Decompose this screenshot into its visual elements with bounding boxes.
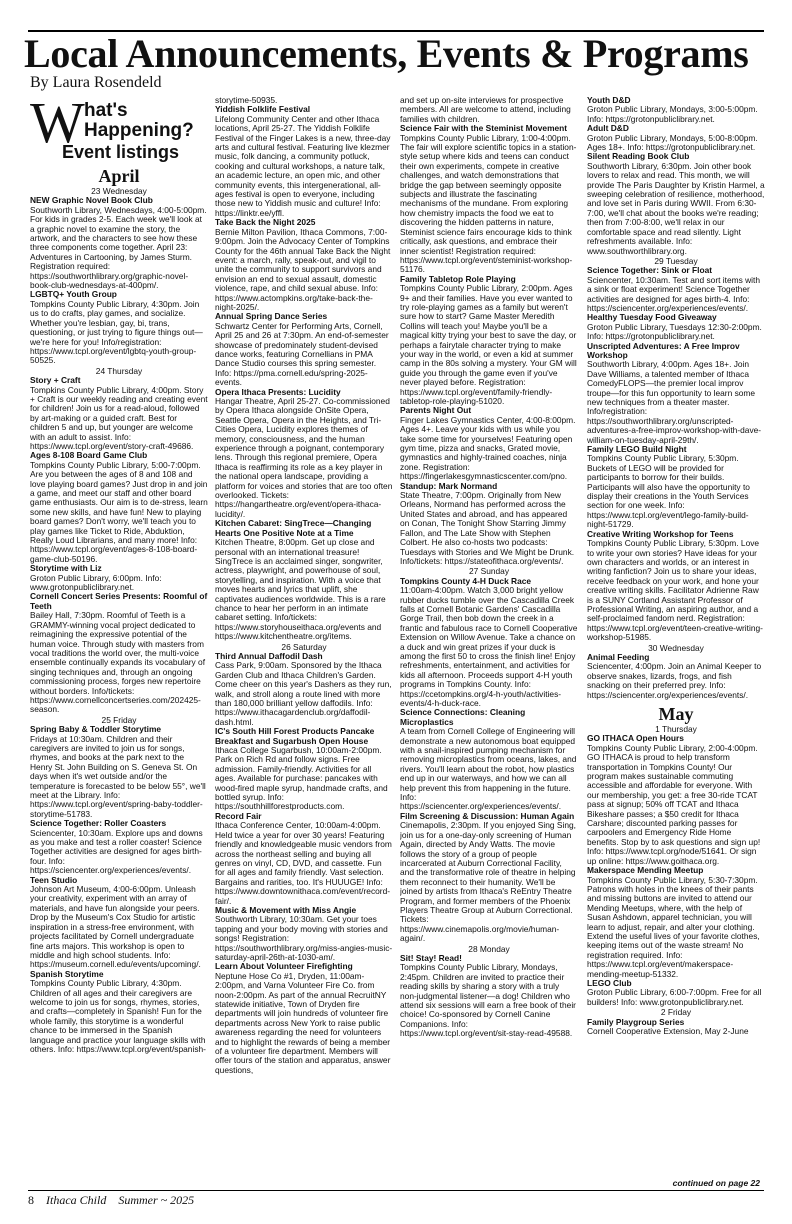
event-listing (215, 906, 393, 962)
event-listing (30, 564, 208, 592)
event-title: Standup: Mark Normand (400, 480, 498, 491)
event-title: Story + Craft (30, 375, 81, 386)
event-listing (587, 445, 765, 530)
event-description: Finger Lakes Gymnastics Center, 4:00-8:00pm. Ages 4+. Leave your kids with us while you take some time for yourselves! Featuring open gym time, pizza and snacks, Grated movie, gymnastics and highly-trained coaches, ninja zone. Registration: https://fingerlakesgymnasticscenter.com/pno. (400, 414, 576, 482)
event-description: Groton Public Library, 6:00pm. Info: www.grotonpubliclibrary.net. (30, 572, 162, 593)
event-title: Learn About Volunteer Firefighting (215, 961, 353, 972)
event-title: Tompkins County 4-H Duck Race (400, 575, 532, 586)
masthead-subtitle: Event listings (62, 142, 180, 162)
event-description: Southworth Library, 6:30pm. Join other book lovers to relax and read. This month, we will provide The Paris Daughter by Kristin Harmel, a sweeping celebration of resilience, motherhood, and love set in Paris during WWII. From 6:30-7:00, we'll chat about the books we're reading; then from 7:00-8:00, we'll relax in our comfortable space and read silently. Light refreshments available. Info: www.southworthlibrary.org. (587, 160, 765, 256)
event-description: Bailey Hall, 7:30pm. Roomful of Teeth is a GRAMMY-winning vocal project dedicated to reimagining the expressive potential of the human voice. Through study with masters from vocal traditions the world over, the multi-voice ensemble continually expands its vocabulary of singing techniques and, through an ongoing commissioning process, forges new repertoire without borders. Info/tickets: https://www.cornellconcertseries.com/202425-season. (30, 610, 206, 715)
day-heading: 28 Monday (468, 943, 510, 954)
issue-date: Summer ~ 2025 (118, 1193, 195, 1207)
page-number: 8 (28, 1193, 34, 1207)
event-description: and set up on-site interviews for prospective members. All are welcome to attend, including families with children. (400, 96, 571, 124)
event-listing (587, 152, 765, 255)
event-description: Sciencenter, 10:30am. Explore ups and downs as you make and test a roller coaster! Science Together activities are designed for ages birth-four. Info: https://sciencenter.org/experiences/events/. (30, 827, 203, 876)
event-listing (400, 482, 578, 567)
event-description: Cinemapolis, 2:30pm. If you enjoyed Sing Sing, join us for a one-day-only screening of Human Again, directed by Andy Watts. The movie follows the story of a group of people incarcerated at Auburn Correctional Facility, and the transformative role of theatre in helping them reconnect to their humanity. We'll be joined by artists from Ithaca's ReEntry Theatre Program, and former members of the Phoenix Players Theatre Group at Auburn Correctional. Tickets: https://www.cinemapolis.org/movie/human-again/. (400, 820, 576, 944)
event-description: Schwartz Center for Performing Arts, Cornell, April 25 and 26 at 7:30pm. An end-of-semester showcase of predominately student-devised dance works, featuring Cornellians in PMA Dance Studio courses this spring semester. Info: https://pma.cornell.edu/spring-2025-events. (215, 320, 389, 388)
event-title: Sit! Stay! Read! (400, 952, 462, 963)
event-listing (215, 312, 393, 387)
event-listing (587, 124, 765, 152)
event-title: Cornell Concert Series Presents: Roomful of Teeth (30, 591, 208, 611)
event-description: Johnson Art Museum, 4:00-6:00pm. Unleash your creativity, experiment with an array of materials, and have fun alongside your peers. Drop by the Museum's Cox Studio for artistic inspiration in a stress-free environment, with projects facilitated by Cornell undergraduate fine arts majors. This workshop is open to middle and high school students. Info: https://museum.cornell.edu/events/upcoming/. (30, 884, 201, 970)
day-heading: 24 Thursday (95, 365, 143, 376)
event-description: Southworth Library, Wednesdays, 4:00-5:00pm. For kids in grades 2-5. Each week we'll look at a graphic novel to examine the story, the artwork, and the characters to see how these three components come together. April 23: Adventures in Cartooning, by James Sturm. Registration required: https://southworthlibrary.org/graphic-novel-book-club-wednesdays-at-400pm/. (30, 204, 207, 291)
event-title: LEGO Club (587, 977, 632, 988)
event-description: Southworth Library, 4:00pm. Ages 18+. Join Dave Williams, a talented member of Ithaca ComedyFLOPS—the premier local improv troupe—for this fun opportunity to learn some new techniques from a theater master. Info/registration: https://southworthlibrary.org/unscripted-adventures-a-free-improv-workshop-with-dave-william-on-tuesday-april-29th/. (587, 359, 762, 445)
event-title: Science Connections: Cleaning Microplastics (400, 707, 526, 727)
event-listing (30, 725, 208, 819)
event-description: Sciencenter, 4:00pm. Join an Animal Keeper to observe snakes, lizards, frogs, and fish snacking on their preferred prey. Info: https://sciencenter.org/experiences/events/. (587, 661, 762, 700)
event-title: Silent Reading Book Club (587, 151, 690, 162)
listing-column-2 (215, 96, 393, 1186)
event-description: Ithaca Conference Center, 10:00am-4:00pm. Held twice a year for over 30 years! Featuring friendly and knowledgeable music vendors from across the northeast selling and buying all genres on vinyl, CD, DVD, and cassette. Fun for all ages and family friendly. Vast selection. Bargains and rarities, too. It's HUUUGE! Info: https://www.downtownithaca.com/event/record-fair/. (215, 820, 392, 906)
event-title: Third Annual Daffodil Dash (215, 650, 323, 661)
page-footer (28, 1178, 764, 1208)
event-listing (400, 275, 578, 407)
event-title: Opera Ithaca Presents: Lucidity (215, 386, 341, 397)
event-title: Animal Feeding (587, 651, 650, 662)
event-title: Record Fair (215, 810, 262, 821)
event-title: Kitchen Cabaret: SingTrece—Changing Hearts One Positive Note at a Time (215, 518, 372, 538)
event-title: Family LEGO Build Night (587, 444, 687, 455)
day-heading: 23 Wednesday (91, 186, 147, 196)
event-title: GO ITHACA Open Hours (587, 733, 684, 744)
event-description: Groton Public Library, Tuesdays 12:30-2:00pm. Info: https://grotonpubliclibrary.net. (587, 321, 762, 342)
event-title: Family Tabletop Role Playing (400, 273, 516, 284)
event-description: Kitchen Theatre, 8:00pm. Get up close and personal with an international treasure! SingTrece is an acclaimed singer, songwriter, actress, playwright, and powerhouse of soul, storytelling, and inspiration. With a voice that moves hearts and lyrics that uplift, she captivates audiences worldwide. This is a rare chance to hear her perform in an intimate cabaret setting. Info/tickets: https://www.storyhouseithaca.org/events and https://www.kitchentheatre.org/items. (215, 537, 386, 642)
event-listing (587, 734, 765, 866)
event-description: Lifelong Community Center and other Ithaca locations, April 25-27. The Yiddish Folklife Festival of the Finger Lakes is a new, three-day arts and cultural festival. Featuring live klezmer music, folk dancing, a community potluck, cooking and cultural workshops, a nature talk, an academic lecture, an open mic, and other community events, this intergenerational, all-ages festival is open to everyone, including those new to Yiddish music and culture! Info: https://linktr.ee/yffl. (215, 113, 391, 218)
event-listing (30, 876, 208, 970)
event-title: LGBTQ+ Youth Group (30, 289, 117, 300)
event-listing (587, 313, 765, 341)
section-masthead (30, 90, 208, 162)
event-listing (400, 708, 578, 811)
event-description: storytime-50935. (215, 96, 278, 105)
event-description: A team from Cornell College of Engineering will demonstrate a new autonomous boat equipped with a snail-inspired pumping mechanism for removing microplastics from oceans, lakes, and rivers. You'll learn about the robot, how plastics end up in our waterways, and how we can all help prevent this from happening in the future. Info: https://sciencenter.org/experiences/events/. (400, 726, 577, 812)
event-listing (215, 962, 393, 1075)
event-title: Makerspace Mending Meetup (587, 865, 704, 876)
event-listing (587, 866, 765, 979)
listing-column-4 (587, 96, 765, 1186)
byline: By Laura Rosendeld (30, 74, 162, 91)
month-heading: April (98, 166, 140, 186)
event-title: Science Together: Roller Coasters (30, 818, 167, 829)
event-description: State Theatre, 7:00pm. Originally from New Orleans, Normand has performed across the United States and abroad, and has appeared on Conan, The Tonight Show Starring Jimmy Fallon, and The Late Show with Stephen Colbert. He also co-hosts two podcasts: Tuesdays with Stories and We Might be Drunk. Info/tickets: https://stateofithaca.org/events/. (400, 490, 575, 566)
event-listing (400, 124, 578, 275)
continued-note: continued on page 22 (672, 1178, 760, 1188)
event-title: Annual Spring Dance Series (215, 311, 328, 322)
event-listing (587, 653, 765, 700)
event-listing (400, 577, 578, 709)
event-listing (587, 266, 765, 313)
day-heading: 29 Tuesday (654, 255, 698, 266)
event-listing (587, 530, 765, 643)
event-title: Ages 8-108 Board Game Club (30, 450, 148, 461)
event-title: Science Together: Sink or Float (587, 265, 713, 276)
event-listing (30, 970, 208, 1055)
event-description: Tompkins County Public Library, 2:00pm. Ages 9+ and their families. Have you ever wanted to try role-playing games as a family but weren't sure how to start? Game Master Meredith Collins will teach you! Maybe you'll be a magical kitty trying your best to save the day, or perhaps a fairytale character trying to make your way in the world, or even a kid at summer camp in the 80s solving a mystery. Your GM will guide you through the game even if you've never played before. Registration: https://www.tcpl.org/event/family-friendly-tabletop-role-playing-51020. (400, 283, 577, 406)
event-listing (587, 1018, 765, 1037)
masthead-line-2: Happening? (84, 120, 194, 141)
event-title: Teen Studio (30, 874, 78, 885)
event-title: Creative Writing Workshop for Teens (587, 528, 734, 539)
event-description: Sciencenter, 10:30am. Test and sort items with a sink or float experiment! Science Together activities are designed for ages birth-4. Info: https://sciencenter.org/experiences/events/. (587, 274, 761, 313)
event-title: Yiddish Folklife Festival (215, 104, 311, 115)
month-heading: May (658, 704, 694, 724)
event-description: Tompkins County Public Library, 5:30pm. Buckets of LEGO will be provided for participants to borrow for their builds. Participants will also have the opportunity to display their creations in the Youth Services section for one week. Info: https://www.tcpl.org/event/lego-family-build-night-51729. (587, 453, 750, 530)
event-title: Spring Baby & Toddler Storytime (30, 724, 162, 735)
footer-rule (28, 1190, 764, 1191)
event-description: Tompkins County Public Library, 5:30-7:30pm. Patrons with holes in the knees of their pants and missing buttons are invited to attend our Mending Meetups, where, with the help of Susan Ashdown, apparel technician, you will learn to adjust, repair, and alter your clothing. Extend the useful lives of your favorite clothes, keeping items out of the waste stream! No registration required. Info: https://www.tcpl.org/event/makerspace-mending-meetup-51332. (587, 874, 760, 979)
event-description: Tompkins County Public Library, 4:30pm. Join us to do crafts, play games, and socialize. Whether you're lesbian, gay, bi, trans, questioning, or just trying to figure things out—we're here for you! Info/registration: https://www.tcpl.org/event/lgbtq-youth-group-50525. (30, 298, 203, 366)
day-heading: 1 Thursday (655, 724, 697, 734)
event-description: Bernie Milton Pavilion, Ithaca Commons, 7:00-9:00pm. Join the Advocacy Center of Tompkins County for the 46th annual Take Back the Night event: a march, rally, speak-out, and vigil to unite the community to support survivors and envision an end to sexual assault, domestic violence, rape, and child sexual abuse. Info: https://www.actompkins.org/take-back-the-night-2025/. (215, 226, 391, 312)
event-listing (30, 592, 208, 714)
event-listing (30, 376, 208, 451)
event-description: Tompkins County Public Library, 2:00-4:00pm. GO ITHACA is proud to help transform transportation in Tompkins County! Our program makes sustainable commuting accessible and affordable for everyone. With our membership, you get: a free 30-ride TCAT pass at signup; 50% off TCAT and Ithaca Bikeshare passes; a $50 credit for Ithaca Carshare; discounted parking passes for carpoolers and Emergency Ride Home benefits. Stop by to ask questions and sign up! Info: https://www.tcpl.org/node/51641. Or sign up online: https://www.goithaca.org. (587, 742, 761, 866)
event-description: Southworth Library, 10:30am. Get your toes tapping and your body moving with stories and songs! Registration: https://southworthlibrary.org/miss-angies-music-saturday-april-26th-at-1030-am/. (215, 914, 393, 962)
event-title: Storytime with Liz (30, 563, 102, 574)
event-listing (215, 652, 393, 727)
day-heading: 26 Saturday (281, 641, 327, 652)
listing-column-1 (30, 166, 208, 1186)
event-listing (215, 218, 393, 312)
day-heading: 27 Sunday (468, 566, 510, 577)
event-listing (30, 290, 208, 365)
event-title: Healthy Tuesday Food Giveaway (587, 312, 717, 323)
event-description: Tompkins County Public Library, Mondays, 2:45pm. Children are invited to practice their reading skills by sharing a story with a truly non-judgmental listener—a dog! Children who attend six sessions will earn a free book of their choice! Co-sponsored by Cornell Canine Companions. Info: https://www.tcpl.org/event/sit-stay-read-49588. (400, 962, 576, 1039)
drop-cap: W (30, 90, 85, 155)
event-listing (400, 954, 578, 1039)
event-listing (215, 519, 393, 641)
event-title: Unscripted Adventures: A Free Improv Workshop (587, 340, 740, 360)
folio (28, 1193, 194, 1207)
publication-name: Ithaca Child (46, 1193, 107, 1207)
day-heading: 2 Friday (660, 1007, 692, 1018)
event-listing (215, 812, 393, 906)
event-title: Youth D&D (587, 96, 631, 105)
event-listing (215, 727, 393, 812)
event-description: Groton Public Library, Mondays, 3:00-5:00pm. Info: https://grotonpubliclibrary.net. (587, 104, 758, 124)
event-description: Tompkins County Public Library, 4:00pm. Story + Craft is our weekly reading and creating event for children! Join us for a read-aloud, followed by art-making or a guided craft. Best for children 5 and up, but younger are welcome with an adult to assist. Info: https://www.tcpl.org/event/story-craft-49686. (30, 384, 208, 451)
event-title: Family Playgroup Series (587, 1016, 685, 1027)
event-description: Tompkins County Public Library, 4:30pm. Children of all ages and their caregivers are welcome to join us for songs, rhymes, stories, and crafts—completely in Spanish! Fun for the whole family, this storytime is a wonderful chance to be immersed in the Spanish language and practice your language skills with others. Info: https://www.tcpl.org/event/spanish- (30, 978, 206, 1054)
event-title: NEW Graphic Novel Book Club (30, 195, 153, 206)
event-listing (30, 819, 208, 875)
event-title: Take Back the Night 2025 (215, 217, 316, 228)
event-listing (30, 451, 208, 564)
masthead-line-1: hat's (84, 100, 128, 121)
event-title: Parents Night Out (400, 405, 472, 416)
event-title: Film Screening & Discussion: Human Again (400, 810, 575, 821)
event-listing (587, 96, 765, 124)
event-description: Groton Public Library, Mondays, 5:00-8:00pm. Ages 18+. Info: https://grotonpubliclibrary.net. (587, 132, 758, 153)
event-listing (587, 979, 765, 1007)
event-description: 11:00am-4:00pm. Watch 3,000 bright yellow rubber ducks tumble over the Cascadilla Creek falls at Cornell Botanic Gardens' Cascadilla Gorge Trail, then bob down the creek in a frantic and fabulous race to Cornell Cooperative Extension on Willow Avenue. Take a chance on a duck and win great prizes if your duck is among the first 50 to cross the finish line! Enjoy refreshments, entertainment, and activities for kids all afternoon. Proceeds support 4-H youth programs in Tompkins County. Info: https://ccetompkins.org/4-h-youth/activities-events/4-h-duck-race. (400, 585, 578, 708)
event-description: Cornell Cooperative Extension, May 2-June (587, 1026, 749, 1036)
event-description: Hangar Theatre, April 25-27. Co-commissioned by Opera Ithaca alongside OnSite Opera, Seattle Opera, Opera in the Heights, and Tri-Cities Opera, Lucidity explores themes of memory, consciousness, and the human experience through a poignant, contemporary lens. Through this regional premiere, Opera Ithaca is reaffirming its role as a key player in the national opera landscape, providing a platform for voices and stories that are too often overlooked. Tickets: https://hangartheatre.org/event/opera-ithaca-lucidity/. (215, 396, 393, 519)
day-heading: 25 Friday (101, 714, 137, 725)
event-listing (30, 196, 208, 290)
event-description: Groton Public Library, 6:00-7:00pm. Free for all builders! Info: www.grotonpubliclibrary.net. (587, 987, 762, 1007)
event-description: Cass Park, 9:00am. Sponsored by the Ithaca Garden Club and Ithaca Children's Garden. Come cheer on this year's Dashers as they run, walk, and stroll along a route lined with more than 180,000 brilliant yellow daffodils. Info: https://www.ithacagardenclub.org/daffodil-dash.html. (215, 660, 392, 727)
event-title: Adult D&D (587, 123, 629, 134)
event-title: Spanish Storytime (30, 968, 104, 979)
event-listing (400, 812, 578, 944)
event-title: Science Fair with the Steminist Movement (400, 123, 568, 134)
event-title: Music & Movement with Miss Angie (215, 904, 357, 915)
event-listing (400, 406, 578, 481)
event-listing (215, 388, 393, 520)
event-description: Tompkins County Public Library, 5:00-7:00pm. Are you between the ages of 8 and 108 and love playing board games? Just drop in and join a game, and meet our staff and other board game enthusiasts. Our aim is to de-stress, learn some new skills, and have fun! New to playing board games? Don't worry, we'll teach you to play games like Ticket to Ride, Abduktion, Really Loud Librarians, and many more! Info: https://www.tcpl.org/event/ages-8-108-board-game-club-50196. (30, 459, 208, 564)
event-description: Tompkins County Public Library, 5:30pm. Love to write your own stories? Have ideas for your own characters and worlds, or an interest in writing fanfiction? Join us to share your ideas, receive feedback on your work, and hone your creative writing skills. Facilitator Adrienne Raw is a SUNY Cortland Assistant Professor of Professional Writing, an aspiring author, and a self-proclaimed fandom nerd. Registration: https://www.tcpl.org/event/teen-creative-writing-workshop-51985. (587, 538, 763, 643)
event-continuation (400, 96, 578, 124)
page-title: Local Announcements, Events & Programs (24, 31, 749, 76)
event-description: Tompkins County Public Library, 1:00-4:00pm. The fair will explore scientific topics in a station-style setup where kids and teens can conduct their own experiments, compete in creative challenges, and watch demonstrations that bridge the gap between seemingly opposite subjects and illustrate the fascinating mechanisms of the mundane. From exploring how chemistry impacts the food we eat to discovering the hidden patterns in nature, Steminist science fairs encourage kids to think critically, ask questions, and embrace their inner scientist! Registration required: https://www.tcpl.org/event/steminist-workshop-51176. (400, 132, 577, 275)
day-heading: 30 Wednesday (648, 642, 704, 653)
event-description: Fridays at 10:30am. Children and their caregivers are invited to join us for songs, rhymes, and books at the park next to the Henry St. John Building on S. Geneva St. On days when it's wet outside and/or the temperature is forecasted to be below 55°, we'll meet at the Library. Info: https://www.tcpl.org/event/spring-baby-toddler-storytime-51783. (30, 733, 206, 819)
event-listing (587, 342, 765, 445)
event-description: Ithaca College Sugarbush, 10:00am-2:00pm. Park on Rich Rd and follow signs. Free admission. Family-friendly. Activities for all ages. Available for purchase: pancakes with wood-fired maple syrup, handmade crafts, and bottled syrup. Info: https://southhillforestproducts.com. (215, 745, 388, 812)
event-description: Neptune Hose Co #1, Dryden, 11:00am-2:00pm, and Varna Volunteer Fire Co. from noon-2:00pm. As part of the annual RecruitNY statewide initiative, Town of Dryden fire departments will join hundreds of volunteer fire departments across New York to raise public awareness regarding the need for volunteers and to highlight the rewards of being a member of a volunteer fire department. Members will offer tours of the station and apparatus, answer questions, (215, 970, 391, 1075)
event-listing (215, 105, 393, 218)
event-title: IC's South Hill Forest Products Pancake Breakfast and Sugarbush Open House (215, 726, 375, 746)
listing-column-3 (400, 96, 578, 1186)
